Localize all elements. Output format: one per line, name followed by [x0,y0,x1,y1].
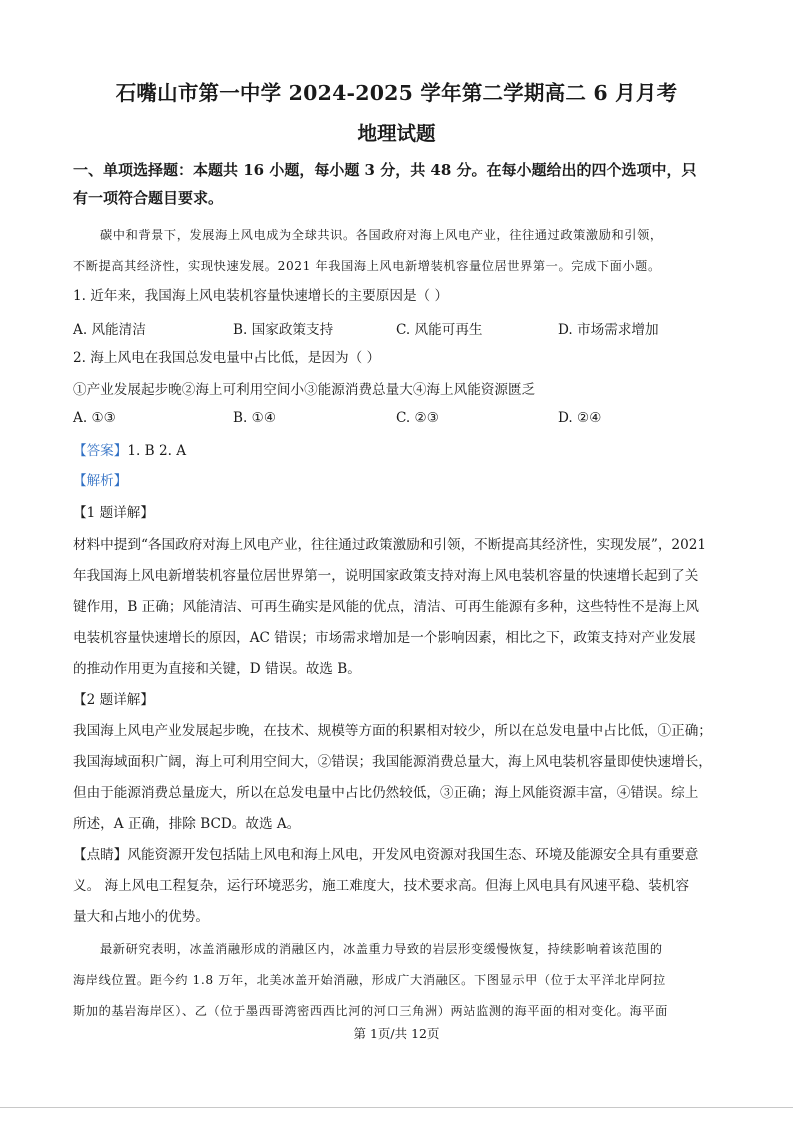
detail1-line5: 的推动作用更为直接和关键，D 错误。故选 B。 [73,661,361,677]
remark-line1 [73,845,720,865]
detail2-line1: 我国海上风电产业发展起步晚，在技术、规模等方面的积累相对较少，所以在总发电量中占比低，①正确； [73,723,712,739]
material2-line3: 斯加的基岩海岸区）、乙（位于墨西哥湾密西西比河的河口三角洲）两站监测的海平面的相对变化。海平面 [73,1004,668,1018]
q2-option-a: A. ①③ [73,410,116,426]
answer-line [73,441,720,461]
detail1-line3: 键作用，B 正确；风能清洁、可再生确实是风能的优点，清洁、可再生能源有多种，这些特性不是海上风 [73,599,700,615]
q1-option-c: C. 风能可再生 [396,322,483,338]
q2-option-b: B. ①④ [233,410,277,426]
detail2-heading: 【2 题详解】 [73,692,154,708]
q1-option-d: D. 市场需求增加 [558,322,659,338]
answer-label: 【答案】 [73,443,128,459]
remark-line3: 量大和占地小的优势。 [73,909,209,925]
page-number: 第 1页/共 12页 [353,1026,440,1041]
section-heading-line2: 有一项符合题目要求。 [73,189,224,207]
detail1-line4: 电装机容量快速增长的原因，AC 错误；市场需求增加是一个影响因素，相比之下，政策支持对产业发展 [73,630,696,646]
remark-label: 【点睛】 [73,847,128,863]
detail2-line2: 我国海域面积广阔，海上可利用空间大，②错误；我国能源消费总量大，海上风电装机容量即使快速增长， [73,754,712,770]
material1-line1: 碳中和背景下，发展海上风电成为全球共识。各国政府对海上风电产业，往往通过政策激励和引领， [100,228,663,242]
detail1-line2: 年我国海上风电新增装机容量位居世界第一，说明国家政策支持对海上风电装机容量的快速增长起到了关 [73,568,699,584]
material2-line2: 海岸线位置。距今约 1.8 万年，北美冰盖开始消融，形成广大消融区。下图显示甲（位于太平洋北岸阿拉 [73,973,666,987]
q1-option-a: A. 风能清洁 [73,322,146,338]
q1-option-b: B. 国家政策支持 [233,322,334,338]
remark-text-1: 风能资源开发包括陆上风电和海上风电，开发风电资源对我国生态、环境及能源安全具有重要意 [127,847,699,863]
question-2-stem: 2. 海上风电在我国总发电量中占比低，是因为（ ） [73,350,381,366]
question-1-stem: 1. 近年来，我国海上风电装机容量快速增长的主要原因是（ ） [73,288,449,304]
detail2-line3: 但由于能源消费总量庞大，所以在总发电量中占比仍然较低，③正确；海上风能资源丰富，④错误。综上 [73,785,699,801]
section-heading-line1: 一、单项选择题：本题共 16 小题，每小题 3 分，共 48 分。在每小题给出的四个选项中，只 [73,161,697,179]
q2-option-c: C. ②③ [396,410,439,426]
analysis-label: 【解析】 [73,473,128,489]
answer-text: 1. B 2. A [127,443,187,459]
q2-option-d: D. ②④ [558,410,602,426]
detail1-heading: 【1 题详解】 [73,505,154,521]
exam-title: 石嘴山市第一中学 2024-2025 学年第二学期高二 6 月月考 [115,81,678,105]
bottom-divider [0,1107,793,1108]
detail1-line1: 材料中提到“各国政府对海上风电产业，往往通过政策激励和引领，不断提高其经济性，实现发展”，2021 [73,537,707,553]
remark-line2: 义。 海上风电工程复杂，运行环境恶劣，施工难度大，技术要求高。但海上风电具有风速平稳、装机容 [73,878,690,894]
question-2-statements: ①产业发展起步晚②海上可利用空间小③能源消费总量大④海上风能资源匮乏 [73,382,536,398]
material1-line2: 不断提高其经济性，实现快速发展。2021 年我国海上风电新增装机容量位居世界第一。完成下面小题。 [73,259,661,273]
material2-line1: 最新研究表明，冰盖消融形成的消融区内，冰盖重力导致的岩层形变缓慢恢复，持续影响着该范围的 [100,942,663,956]
detail2-line4: 所述，A 正确，排除 BCD。故选 A。 [73,816,301,832]
exam-subtitle: 地理试题 [357,122,436,145]
